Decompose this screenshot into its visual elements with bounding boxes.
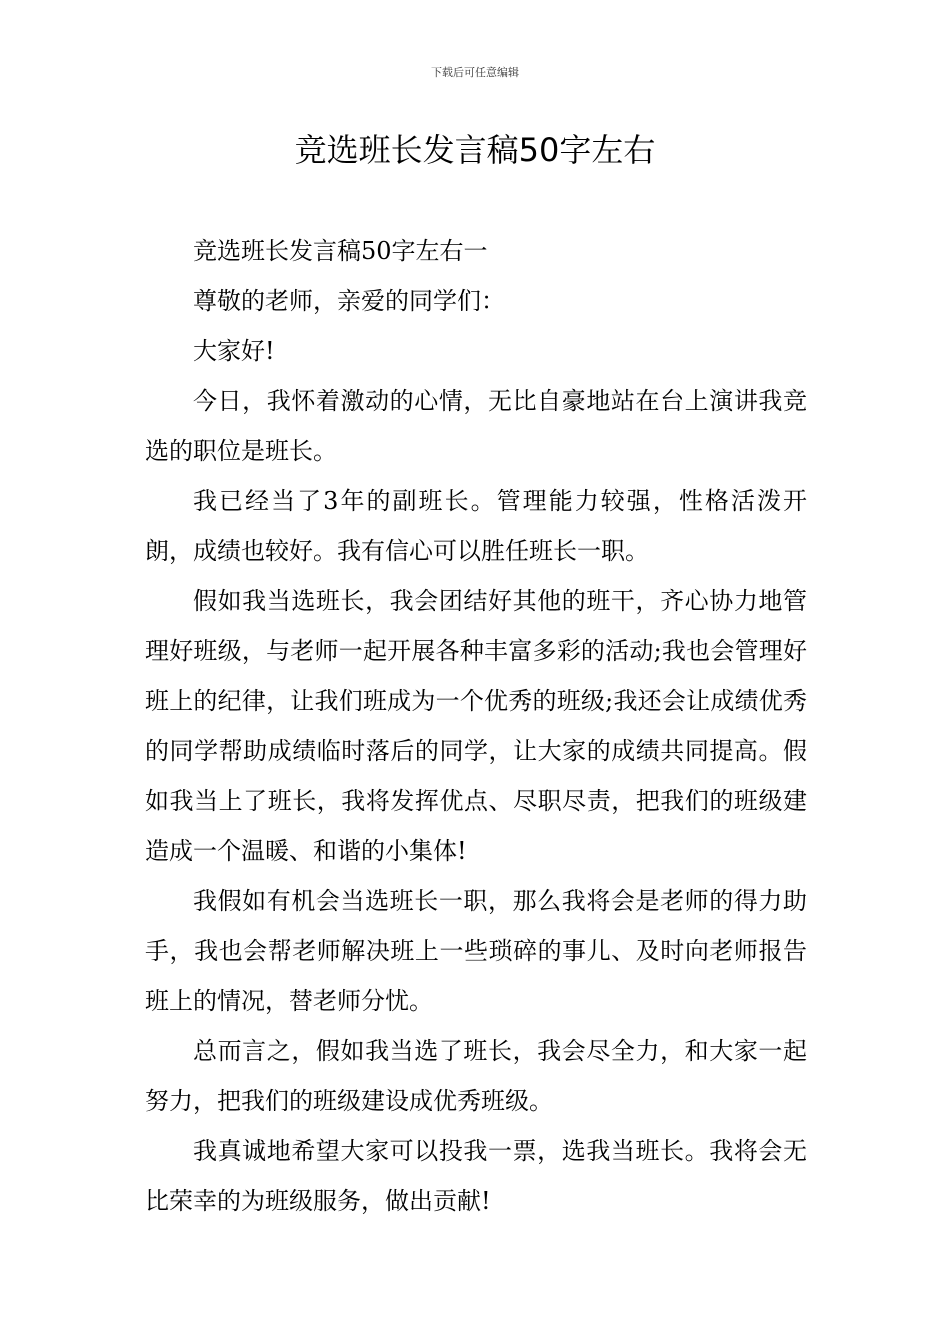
paragraph-greeting: 大家好!: [193, 337, 275, 365]
paragraph-intro: 今日，我怀着激动的心情，无比自豪地站在台上演讲我竞选的职位是班长。: [145, 387, 807, 465]
paragraph-closing: 我真诚地希望大家可以投我一票，选我当班长。我将会无比荣幸的为班级服务，做出贡献!: [145, 1137, 807, 1215]
paragraph-summary: 总而言之，假如我当选了班长，我会尽全力，和大家一起努力，把我们的班级建设成优秀班级。: [145, 1037, 807, 1115]
paragraph-plans: 假如我当选班长，我会团结好其他的班干，齐心协力地管理好班级，与老师一起开展各种丰富多彩的活动;我也会管理好班上的纪律，让我们班成为一个优秀的班级;我还会让成绩优秀的同学帮助成绩临时落后的同学，让大家的成绩共同提高。假如我当上了班长，我将发挥优点、尽职尽责，把我们的班级建造成一个温暖、和谐的小集体!: [145, 587, 807, 865]
paragraph-subtitle: 竞选班长发言稿50字左右一: [193, 237, 488, 265]
page-header-note: 下载后可任意编辑: [431, 66, 519, 79]
document-title: 竞选班长发言稿50字左右: [294, 131, 656, 169]
paragraph-helper: 我假如有机会当选班长一职，那么我将会是老师的得力助手，我也会帮老师解决班上一些琐碎的事儿、及时向老师报告班上的情况，替老师分忧。: [145, 887, 807, 1015]
document-body: [145, 226, 807, 1226]
paragraph-salutation: 尊敬的老师，亲爱的同学们：: [193, 287, 505, 315]
paragraph-experience: 我已经当了3年的副班长。管理能力较强，性格活泼开朗，成绩也较好。我有信心可以胜任班长一职。: [145, 487, 807, 565]
